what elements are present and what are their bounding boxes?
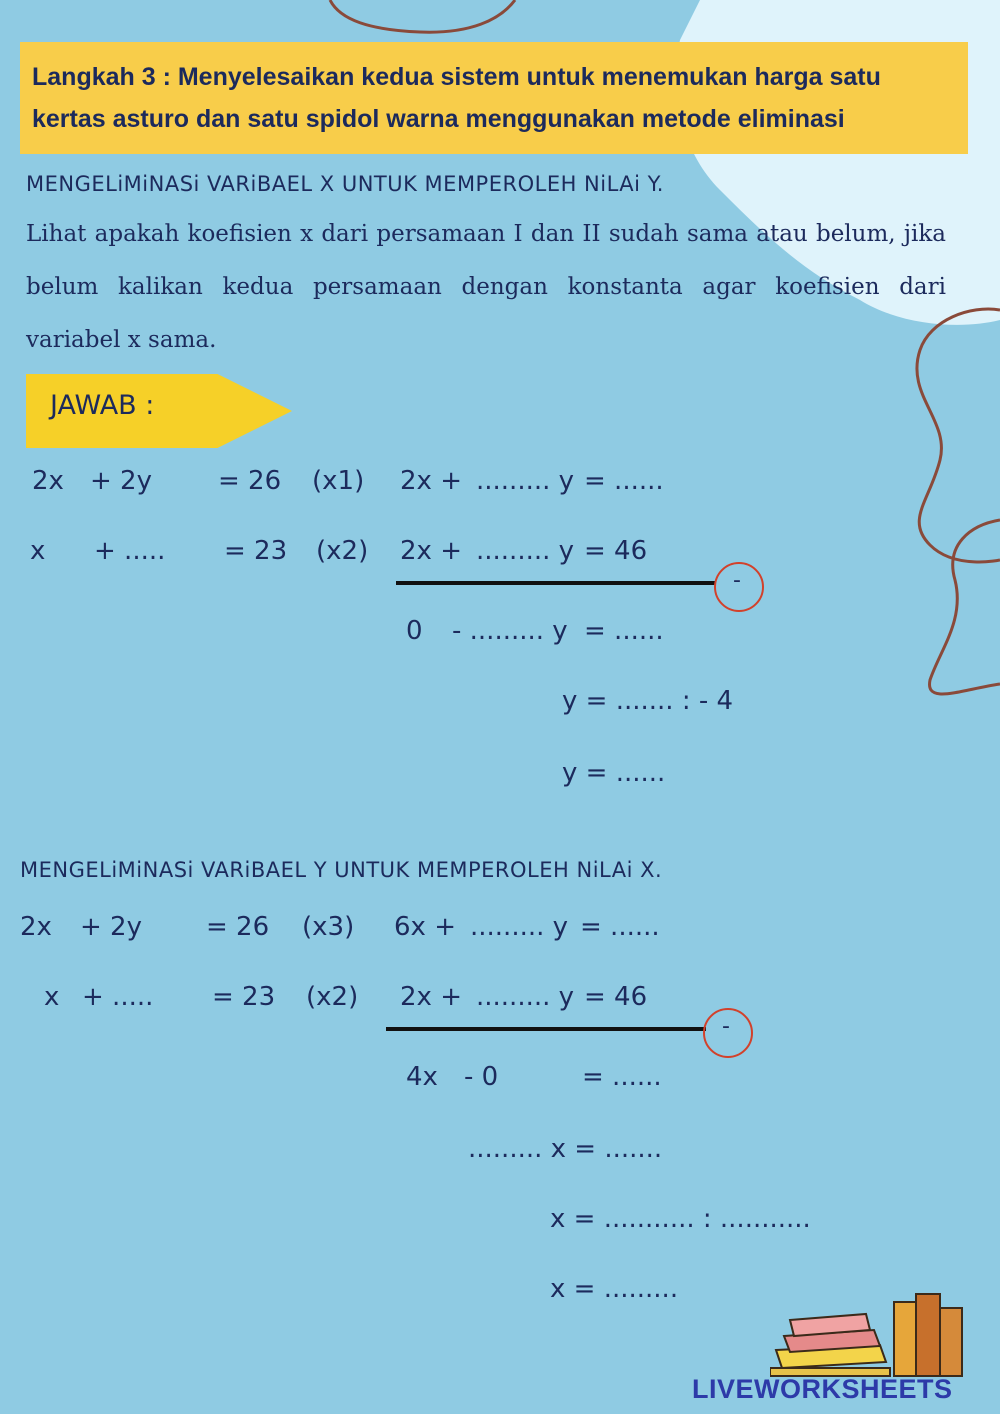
eq2-rhs: = 23 xyxy=(224,536,288,566)
eq1-result-y[interactable]: ......... y xyxy=(476,466,575,496)
squiggle-top xyxy=(330,0,515,32)
e2-eq1-term-y: + 2y xyxy=(80,912,142,942)
subtraction-line-2 xyxy=(386,1027,706,1031)
e2-eq2-result-x: 2x + xyxy=(400,982,462,1012)
e2-eq2-term-x: x xyxy=(44,982,60,1012)
e2-eq2-term-y[interactable]: + ..... xyxy=(82,982,154,1012)
e2-eq1-result-y[interactable]: ......... y xyxy=(470,912,569,942)
eq1-result-x: 2x + xyxy=(400,466,462,496)
minus-sign-1: - xyxy=(733,568,741,593)
eq1-term-x: 2x xyxy=(32,466,64,496)
jawab-text: JAWAB : xyxy=(50,390,155,421)
e2-res1-rhs[interactable]: = ...... xyxy=(582,1062,662,1092)
eq2-result-y[interactable]: ......... y xyxy=(476,536,575,566)
instruction-paragraph: Lihat apakah koefisien x dari persamaan I dan II sudah sama atau belum, jika belum kalikan kedua persamaan dengan konstanta agar koefisien dari variabel x sama. xyxy=(26,221,946,353)
e2-eq1-result-x: 6x + xyxy=(394,912,456,942)
section2-title: MENGELiMiNASi VARiBAEL Y UNTUK MEMPEROLEH NiLAi X. xyxy=(20,858,663,882)
e2-res3-division[interactable]: x = ........... : ........... xyxy=(550,1204,811,1234)
e2-eq2-multiplier: (x2) xyxy=(306,982,359,1012)
eq1-result-rhs[interactable]: = ...... xyxy=(584,466,664,496)
liveworksheets-logo-text: LIVEWORKSHEETS xyxy=(692,1374,953,1404)
minus-sign-2: - xyxy=(722,1014,730,1039)
res1-zero: 0 xyxy=(406,616,423,646)
res1-y-coef[interactable]: - ......... y xyxy=(452,616,568,646)
eq2-result-rhs: = 46 xyxy=(584,536,648,566)
e2-eq1-result-rhs[interactable]: = ...... xyxy=(580,912,660,942)
liveworksheets-logo xyxy=(692,1374,953,1405)
e2-eq2-result-y[interactable]: ......... y xyxy=(476,982,575,1012)
header-text xyxy=(32,56,881,140)
e2-eq1-rhs: = 26 xyxy=(206,912,270,942)
e2-res1-zero: - 0 xyxy=(464,1062,499,1092)
eq2-term-y[interactable]: + ..... xyxy=(94,536,166,566)
eq1-multiplier: (x1) xyxy=(312,466,365,496)
squiggle-right-lower xyxy=(930,520,1000,694)
res2-division[interactable]: y = ....... : - 4 xyxy=(562,686,734,716)
books-illustration xyxy=(770,1290,970,1380)
e2-res4-x-value[interactable]: x = ......... xyxy=(550,1274,679,1304)
e2-eq1-multiplier: (x3) xyxy=(302,912,355,942)
e2-eq2-rhs: = 23 xyxy=(212,982,276,1012)
subtraction-line-1 xyxy=(396,581,716,585)
e2-eq2-result-rhs: = 46 xyxy=(584,982,648,1012)
header-line2: kertas asturo dan satu spidol warna menggunakan metode eliminasi xyxy=(32,105,845,133)
header-line1: Langkah 3 : Menyelesaikan kedua sistem untuk menemukan harga satu xyxy=(32,63,881,91)
res3-y-value[interactable]: y = ...... xyxy=(562,758,666,788)
eq2-result-x: 2x + xyxy=(400,536,462,566)
e2-res1-x: 4x xyxy=(406,1062,438,1092)
e2-res2[interactable]: ......... x = ....... xyxy=(468,1134,663,1164)
eq1-rhs: = 26 xyxy=(218,466,282,496)
res1-rhs[interactable]: = ...... xyxy=(584,616,664,646)
eq2-term-x: x xyxy=(30,536,46,566)
section1-title: MENGELiMiNASi VARiBAEL X UNTUK MEMPEROLEH NiLAi Y. xyxy=(26,172,664,196)
e2-eq1-term-x: 2x xyxy=(20,912,52,942)
eq1-term-y: + 2y xyxy=(90,466,152,496)
eq2-multiplier: (x2) xyxy=(316,536,369,566)
